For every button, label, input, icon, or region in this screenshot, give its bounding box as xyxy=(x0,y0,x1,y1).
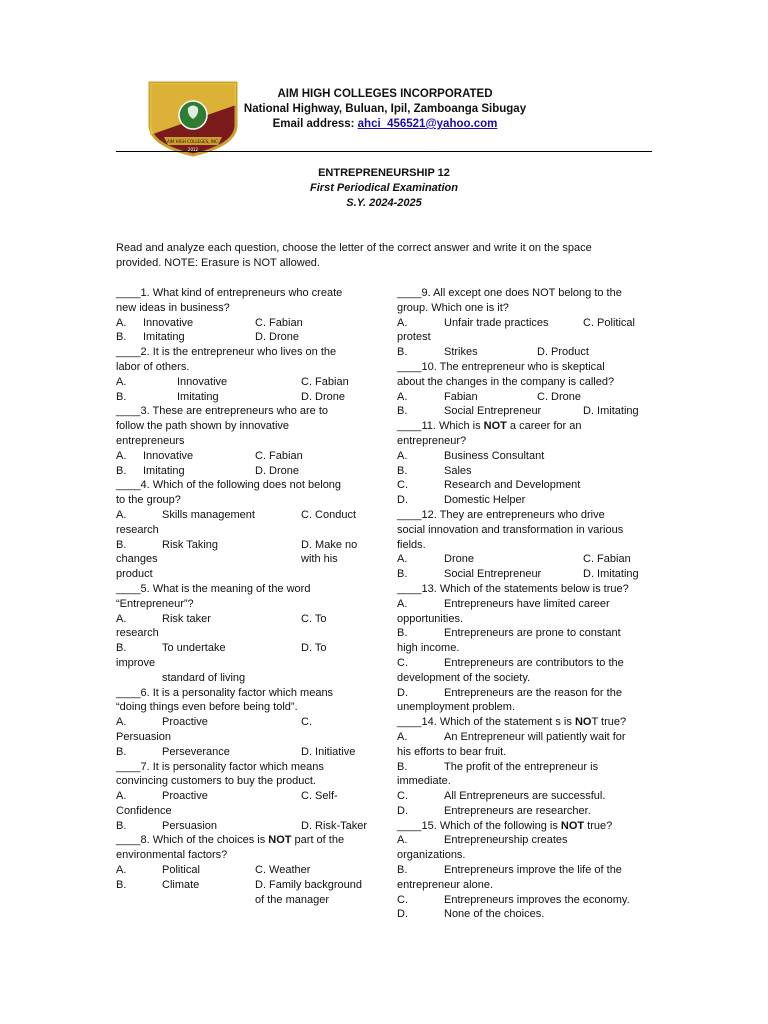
choice-row xyxy=(397,390,653,405)
text-span: A. xyxy=(116,612,127,625)
text-span: D. Drone xyxy=(255,464,300,477)
text-span: Entrepreneurs are researcher. xyxy=(444,804,591,817)
text-span: part of the xyxy=(291,834,345,847)
text-span: D. Make no xyxy=(301,538,358,551)
choice-row xyxy=(397,626,653,641)
text-span: with his xyxy=(301,553,338,566)
choice-row xyxy=(116,819,378,834)
email-link[interactable]: ahci_456521@yahoo.com xyxy=(357,118,498,130)
text-span: ____6. It is a personality factor which means xyxy=(116,686,334,699)
question-4 xyxy=(116,478,378,493)
text-span: convincing customers to buy the product. xyxy=(116,775,316,788)
text-span: B. xyxy=(116,390,127,403)
exam-title: First Periodical Examination xyxy=(310,182,458,194)
text-span: C. Political xyxy=(583,316,635,329)
text-span: new ideas in business? xyxy=(116,301,230,314)
text-span: a career for an xyxy=(506,420,582,433)
choice-row xyxy=(397,449,653,464)
text-span: fields. xyxy=(397,538,426,551)
text-span: Innovative xyxy=(143,316,194,329)
choice-row xyxy=(397,656,653,671)
text-span: A. xyxy=(116,864,127,877)
text-span: social innovation and transformation in various xyxy=(397,523,624,536)
text-span: labor of others. xyxy=(116,360,190,373)
question-7 xyxy=(116,760,378,775)
logo-text: AIM HIGH COLLEGES, INC. xyxy=(166,139,220,144)
text-span: protest xyxy=(397,331,431,344)
text-span: Entrepreneurs improve the life of the xyxy=(444,864,622,877)
choice-row xyxy=(116,390,378,405)
text-span: D. xyxy=(397,908,408,921)
text-span: A. xyxy=(397,316,408,329)
text-span: B. xyxy=(116,745,127,758)
text-span: A. xyxy=(397,449,408,462)
text-span: A. xyxy=(397,730,408,743)
text-span: ____9. All except one does NOT belong to the xyxy=(397,287,622,299)
text-span: Domestic Helper xyxy=(444,494,526,507)
text-span: improve xyxy=(116,656,156,669)
choice-row xyxy=(116,464,378,479)
choice-row xyxy=(116,316,378,331)
choice-row xyxy=(116,375,378,390)
text-span: environmental factors? xyxy=(116,849,228,862)
text-span: B. xyxy=(397,760,408,773)
choice-row xyxy=(397,686,653,701)
text-span: D. xyxy=(397,686,408,699)
text-span: C. Drone xyxy=(537,390,582,403)
choice-row xyxy=(116,863,378,878)
question-10 xyxy=(397,360,653,375)
text-span: D. Drone xyxy=(301,390,346,403)
choice-row xyxy=(397,833,653,848)
text-span: C. xyxy=(397,790,408,803)
choice-row xyxy=(116,878,378,893)
text-span: D. Risk-Taker xyxy=(301,819,368,832)
question-5 xyxy=(116,582,378,597)
text-span: A. xyxy=(397,390,408,403)
choice-row xyxy=(397,760,653,775)
text-span: D. To xyxy=(301,642,327,655)
text-span: Perseverance xyxy=(162,745,230,758)
choice-row xyxy=(397,316,653,331)
text-span: ____3. These are entrepreneurs who are to xyxy=(116,405,328,418)
header-divider xyxy=(116,151,652,152)
text-span: B. xyxy=(116,538,127,551)
choice-row xyxy=(397,464,653,479)
text-span: NOT xyxy=(483,420,507,433)
question-9 xyxy=(397,286,653,301)
text-span: “Entrepreneur”? xyxy=(116,597,194,610)
choice-row xyxy=(397,567,653,582)
text-span: D. Imitating xyxy=(583,568,639,581)
text-span: Persuasion xyxy=(162,819,218,832)
text-span: research xyxy=(116,523,159,536)
text-span: D. Imitating xyxy=(583,405,639,418)
choice-row xyxy=(116,538,378,553)
text-span: entrepreneur? xyxy=(397,434,467,447)
text-span: B. xyxy=(397,405,408,418)
text-span: Entrepreneurs are contributors to the xyxy=(444,656,624,669)
choice-row xyxy=(397,478,653,493)
text-span: C. xyxy=(397,479,408,492)
text-span: Confidence xyxy=(116,804,172,817)
choice-row xyxy=(397,907,653,922)
text-span: group. Which one is it? xyxy=(397,301,509,314)
school-address: National Highway, Buluan, Ipil, Zamboanga Sibugay xyxy=(243,103,527,115)
text-span: Entrepreneurs have limited career xyxy=(444,597,610,610)
text-span: Sales xyxy=(444,464,472,477)
text-span: about the changes in the company is called? xyxy=(397,375,615,388)
text-span: A. xyxy=(397,597,408,610)
text-span: B. xyxy=(116,331,127,344)
text-span: A. xyxy=(116,716,127,729)
text-span: Entrepreneurs improves the economy. xyxy=(444,893,630,906)
text-span: entrepreneur alone. xyxy=(397,878,494,891)
choice-row xyxy=(116,449,378,464)
question-2 xyxy=(116,345,378,360)
text-span: A. xyxy=(397,553,408,566)
text-span: B. xyxy=(397,568,408,581)
question-14 xyxy=(397,715,653,730)
question-3 xyxy=(116,404,378,419)
choice-row xyxy=(116,612,378,627)
email-label: Email address: xyxy=(272,118,358,130)
text-span: ____12. They are entrepreneurs who drive xyxy=(397,508,605,521)
text-span: B. xyxy=(116,464,127,477)
text-span: unemployment problem. xyxy=(397,701,516,714)
text-span: None of the choices. xyxy=(444,908,545,921)
text-span: changes xyxy=(116,553,158,566)
text-span: ____5. What is the meaning of the word xyxy=(116,582,311,595)
text-span: The profit of the entrepreneur is xyxy=(444,760,599,773)
text-span: Imitating xyxy=(177,390,219,403)
text-span: Imitating xyxy=(143,464,185,477)
text-span: standard of living xyxy=(162,671,246,684)
text-span: D. Product xyxy=(537,346,589,359)
choice-row xyxy=(116,508,378,523)
text-span: Proactive xyxy=(162,716,208,729)
text-span: Entrepreneurship creates xyxy=(444,834,568,847)
text-span: C. Fabian xyxy=(301,375,349,388)
text-span: ____10. The entrepreneur who is skeptical xyxy=(397,360,605,373)
school-logo xyxy=(144,75,242,157)
text-span: of the manager xyxy=(255,893,329,906)
text-span: high income. xyxy=(397,642,460,655)
text-span: Political xyxy=(162,864,200,877)
text-span: product xyxy=(116,568,153,581)
text-span: C. Fabian xyxy=(255,449,303,462)
text-span: ____8. Which of the choices is xyxy=(116,834,269,847)
text-span: B. xyxy=(397,864,408,877)
choice-row xyxy=(397,893,653,908)
text-span: Entrepreneurs are the reason for the xyxy=(444,686,622,699)
text-span: C. Fabian xyxy=(583,553,631,566)
text-span: entrepreneurs xyxy=(116,434,185,447)
text-span: Proactive xyxy=(162,790,208,803)
email-line xyxy=(242,117,528,132)
text-span: Imitating xyxy=(143,331,185,344)
choice-row xyxy=(397,404,653,419)
choice-row xyxy=(116,715,378,730)
text-span: An Entrepreneur will patiently wait for xyxy=(444,730,626,743)
text-span: C. Fabian xyxy=(255,316,303,329)
text-span: Social Entrepreneur xyxy=(444,405,542,418)
text-span: immediate. xyxy=(397,775,451,788)
choice-row xyxy=(116,641,378,656)
text-span: ____13. Which of the statements below is true? xyxy=(397,582,629,595)
text-span: organizations. xyxy=(397,849,466,862)
text-span: D. xyxy=(397,804,408,817)
text-span: Innovative xyxy=(143,449,194,462)
text-span: Research and Development xyxy=(444,479,581,492)
right-column xyxy=(397,286,653,922)
text-span: C. Conduct xyxy=(301,508,357,521)
text-span: To undertake xyxy=(162,642,226,655)
text-span: ____7. It is personality factor which means xyxy=(116,760,324,773)
text-span: A. xyxy=(116,449,127,462)
text-span: D. Drone xyxy=(255,331,300,344)
question-8 xyxy=(116,833,378,848)
text-span: Risk taker xyxy=(162,612,211,625)
text-span: ____14. Which of the statement s is xyxy=(397,716,575,729)
text-span: his efforts to bear fruit. xyxy=(397,745,507,758)
text-span: development of the society. xyxy=(397,671,531,684)
instructions xyxy=(116,241,652,271)
text-span: B. xyxy=(397,627,408,640)
question-13 xyxy=(397,582,653,597)
instructions-line-2: provided. NOTE: Erasure is NOT allowed. xyxy=(116,256,320,269)
school-name: AIM HIGH COLLEGES INCORPORATED xyxy=(277,88,493,100)
text-span: ____11. Which is xyxy=(397,420,484,433)
choice-row xyxy=(116,745,378,760)
question-11 xyxy=(397,419,653,434)
text-span: B. xyxy=(116,642,127,655)
choice-row xyxy=(397,789,653,804)
text-span: C. xyxy=(397,656,408,669)
text-span: NOT xyxy=(560,819,585,832)
text-span: C. Self- xyxy=(301,790,338,803)
text-span: Risk Taking xyxy=(162,538,219,551)
text-span: A. xyxy=(116,375,127,388)
text-span: ____1. What kind of entrepreneurs who create xyxy=(116,287,343,299)
text-span: Skills management xyxy=(162,508,255,521)
text-span: Climate xyxy=(162,878,200,891)
text-span: Entrepreneurs are prone to constant xyxy=(444,627,621,640)
text-span: ____4. Which of the following does not belong xyxy=(116,479,342,492)
text-span: Social Entrepreneur xyxy=(444,568,542,581)
choice-row xyxy=(397,804,653,819)
text-span: D. Initiative xyxy=(301,745,356,758)
text-span: NOT xyxy=(268,834,292,847)
text-span: C. Weather xyxy=(255,864,311,877)
text-span: D. xyxy=(397,494,408,507)
text-span: B. xyxy=(116,819,127,832)
text-span: Drone xyxy=(444,553,474,566)
choice-row xyxy=(397,730,653,745)
text-span: C. To xyxy=(301,612,327,625)
exam-school-year: S.Y. 2024-2025 xyxy=(346,197,422,209)
text-span: true? xyxy=(584,819,613,832)
text-span: Unfair trade practices xyxy=(444,316,549,329)
choice-row xyxy=(116,330,378,345)
question-6 xyxy=(116,686,378,701)
choice-row xyxy=(397,493,653,508)
choice-row xyxy=(397,597,653,612)
text-span: D. Family background xyxy=(255,878,362,891)
text-span: ____2. It is the entrepreneur who lives on the xyxy=(116,346,337,359)
instructions-line-1: Read and analyze each question, choose the letter of the correct answer and write it on the space xyxy=(116,242,592,254)
text-span: follow the path shown by innovative xyxy=(116,420,290,433)
left-column xyxy=(116,286,378,907)
text-span: to the group? xyxy=(116,494,181,507)
text-span: A. xyxy=(116,508,127,521)
choice-row xyxy=(397,345,653,360)
text-span: B. xyxy=(116,878,127,891)
text-span: A. xyxy=(116,316,127,329)
text-span: Innovative xyxy=(177,375,228,388)
text-span: “doing things even before being told”. xyxy=(116,701,298,714)
text-span: B. xyxy=(397,346,408,359)
question-12 xyxy=(397,508,653,523)
text-span: A. xyxy=(397,834,408,847)
choice-row xyxy=(397,552,653,567)
text-span: C. xyxy=(397,893,408,906)
text-span: research xyxy=(116,627,159,640)
text-span: All Entrepreneurs are successful. xyxy=(444,790,606,803)
question-15 xyxy=(397,819,653,834)
text-span: NO xyxy=(574,716,592,729)
text-span: Fabian xyxy=(444,390,478,403)
text-span: T true? xyxy=(591,716,627,729)
text-span: ____15. Which of the following is xyxy=(397,819,561,832)
exam-subject: ENTREPRENEURSHIP 12 xyxy=(318,167,450,179)
text-span: C. xyxy=(301,716,312,729)
text-span: Persuasion xyxy=(116,730,172,743)
question-1 xyxy=(116,286,378,301)
logo-year: 2012 xyxy=(187,147,199,152)
text-span: Business Consultant xyxy=(444,449,545,462)
text-span: B. xyxy=(397,464,408,477)
text-span: opportunities. xyxy=(397,612,464,625)
choice-row xyxy=(397,863,653,878)
text-span: Strikes xyxy=(444,346,478,359)
choice-row xyxy=(116,789,378,804)
text-span: A. xyxy=(116,790,127,803)
